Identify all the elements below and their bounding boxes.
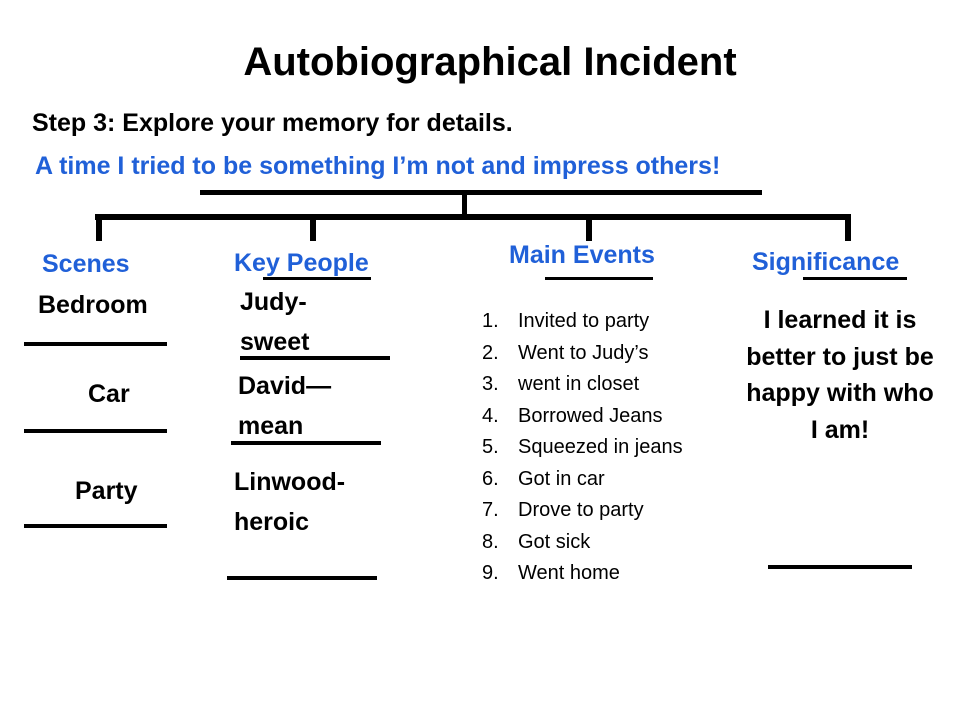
list-item: 7. Drove to party <box>482 499 644 521</box>
significance-header: Significance <box>752 248 900 276</box>
person-blank-3 <box>227 576 377 580</box>
key-people-header: Key People <box>234 249 369 277</box>
key-people-header-blank <box>263 277 371 280</box>
main-events-header-blank <box>545 277 653 280</box>
significance-connector <box>845 214 851 241</box>
person-blank-2 <box>231 441 381 445</box>
list-item: 2. Went to Judy’s <box>482 341 649 364</box>
person-trait: sweet <box>240 328 310 356</box>
scene-item-1: Bedroom <box>38 291 148 319</box>
scene-item-2: Car <box>88 380 130 408</box>
list-item: 3. went in closet <box>482 373 640 395</box>
significance-text: I learned it is better to just be happy with who I am! <box>746 306 934 444</box>
step-instruction: Step 3: Explore your memory for details. <box>32 109 513 137</box>
person-trait: mean <box>238 412 304 440</box>
main-events-connector <box>586 214 592 241</box>
person-trait: heroic <box>234 508 310 536</box>
list-item: 5. Squeezed in jeans <box>482 436 683 458</box>
list-item: 4. Borrowed Jeans <box>482 404 663 427</box>
significance-header-blank <box>803 277 907 280</box>
person-name: Linwood- <box>234 468 346 496</box>
branch-connector <box>95 214 850 220</box>
scene-blank-1 <box>24 342 167 346</box>
significance-blank <box>768 565 912 569</box>
scene-blank-3 <box>24 524 167 528</box>
scenes-connector <box>96 214 102 241</box>
list-item: 1. Invited to party <box>482 310 650 332</box>
list-item: 6. Got in car <box>482 467 605 490</box>
scene-blank-2 <box>24 429 167 433</box>
main-events-list <box>482 306 683 590</box>
person-item-2 <box>238 366 331 446</box>
topic-statement: A time I tried to be something I’m not and impress others! <box>35 152 721 180</box>
scene-item-3: Party <box>75 477 138 505</box>
person-name: David— <box>238 372 332 400</box>
person-item-3 <box>234 462 345 542</box>
person-item-1 <box>240 282 309 362</box>
main-events-header: Main Events <box>509 241 655 269</box>
key-people-connector <box>310 214 316 241</box>
topic-underline <box>200 190 762 195</box>
list-item: 9. Went home <box>482 562 620 584</box>
person-name: Judy- <box>240 288 307 316</box>
page-title: Autobiographical Incident <box>243 40 737 84</box>
person-blank-1 <box>240 356 390 360</box>
scenes-header: Scenes <box>42 250 130 278</box>
list-item: 8. Got sick <box>482 530 591 553</box>
